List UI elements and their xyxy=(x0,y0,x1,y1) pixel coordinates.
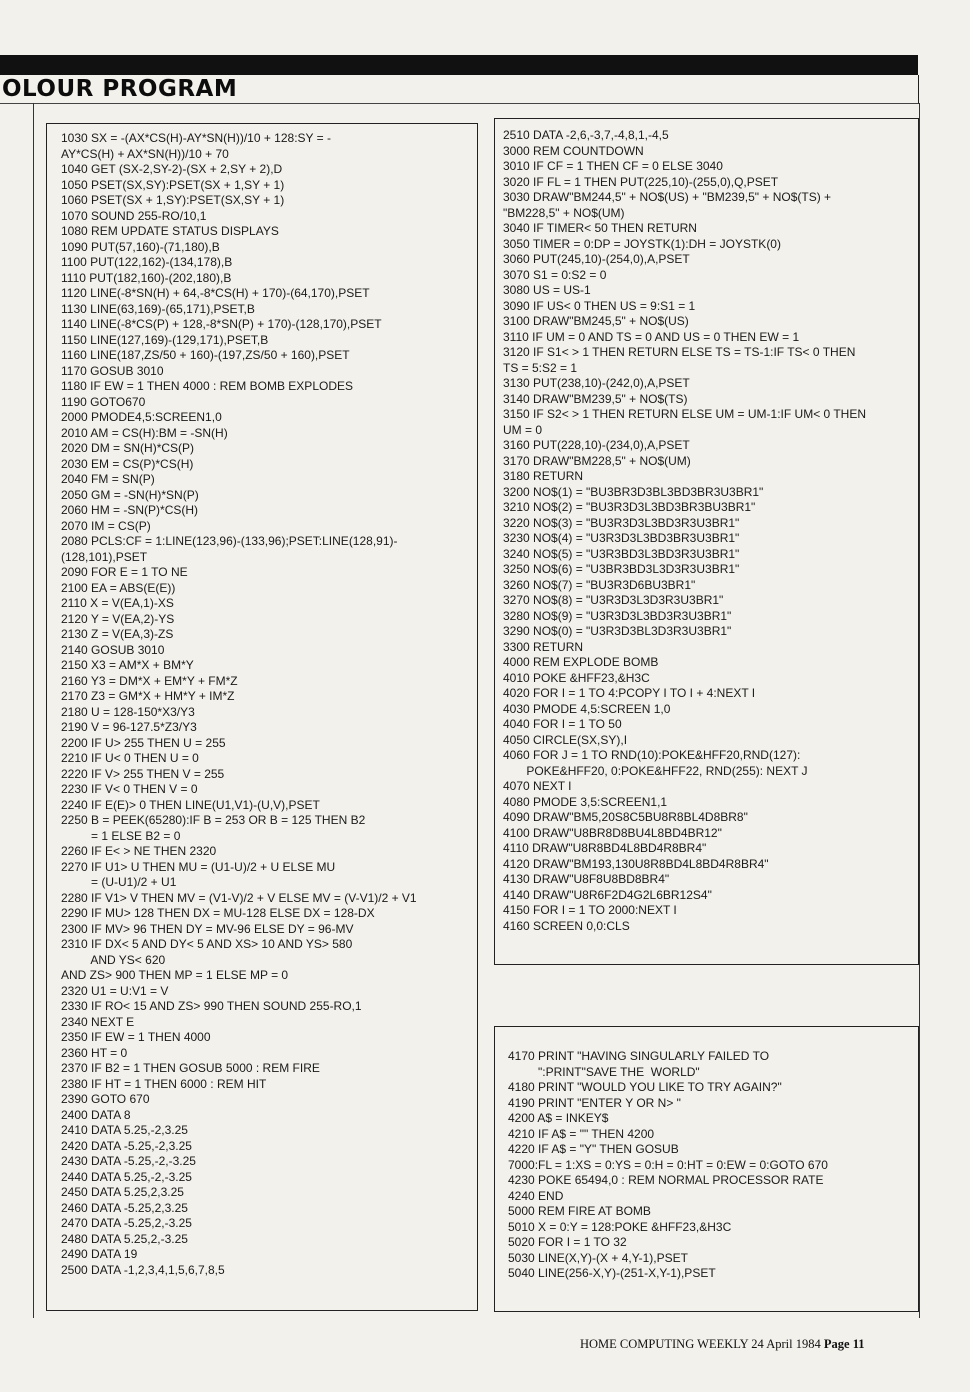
code-line: 4140 DRAW"U8R6F2D4G2L6BR12S4" xyxy=(503,887,712,902)
code-line: 3060 PUT(245,10)-(254,0),A,PSET xyxy=(503,252,690,266)
code-line: 2330 IF RO< 15 AND ZS> 990 THEN SOUND 255-RO,1 xyxy=(61,999,362,1013)
code-line: 1050 PSET(SX,SY):PSET(SX + 1,SY + 1) xyxy=(61,177,285,192)
code-line: 4030 PMODE 4,5:SCREEN 1,0 xyxy=(503,701,671,716)
code-line: 4050 CIRCLE(SX,SY),I xyxy=(503,732,628,747)
code-line: 2440 DATA 5.25,-2,-3.25 xyxy=(61,1169,192,1184)
code-line: 1180 IF EW = 1 THEN 4000 : REM BOMB EXPLODES xyxy=(61,379,353,393)
code-line: 2300 IF MV> 96 THEN DY = MV-96 ELSE DY = 96-MV xyxy=(61,921,354,936)
code-line: 2500 DATA -1,2,3,4,1,5,6,7,8,5 xyxy=(61,1262,225,1277)
code-line: 3170 DRAW"BM228,5" + NO$(UM) xyxy=(503,453,691,468)
code-line: 3100 DRAW"BM245,5" + NO$(US) xyxy=(503,314,689,328)
code-line: AY*CS(H) + AX*SN(H))/10 + 70 xyxy=(61,146,229,161)
code-line: 3270 NO$(8) = "U3R3D3L3D3R3U3BR1" xyxy=(503,593,724,607)
code-line: 4180 PRINT "WOULD YOU LIKE TO TRY AGAIN?" xyxy=(508,1080,782,1094)
code-line: 5020 FOR I = 1 TO 32 xyxy=(508,1235,627,1249)
code-line: 4210 IF A$ = "" THEN 4200 xyxy=(508,1126,655,1141)
code-line: 2400 DATA 8 xyxy=(61,1107,131,1122)
code-line: 4220 IF A$ = "Y" THEN GOSUB xyxy=(508,1142,679,1156)
code-line: AND ZS> 900 THEN MP = 1 ELSE MP = 0 xyxy=(61,968,289,982)
code-line: 4150 FOR I = 1 TO 2000:NEXT I xyxy=(503,903,677,917)
code-line: 1140 LINE(-8*CS(P) + 128,-8*SN(P) + 170)-(128,170),PSET xyxy=(61,317,382,331)
code-line: 2210 IF U< 0 THEN U = 0 xyxy=(61,751,199,765)
code-line: 3150 IF S2< > 1 THEN RETURN ELSE UM = UM-1:IF UM< 0 THEN xyxy=(503,407,866,421)
code-line: 2080 PCLS:CF = 1:LINE(123,96)-(133,96);PSET:LINE(128,91)- xyxy=(61,534,398,548)
code-line: "BM228,5" + NO$(UM) xyxy=(503,205,625,220)
code-line: 3120 IF S1< > 1 THEN RETURN ELSE TS = TS-1:IF TS< 0 THEN xyxy=(503,345,856,359)
code-line: 3130 PUT(238,10)-(242,0),A,PSET xyxy=(503,376,690,390)
page-title: OLOUR PROGRAM xyxy=(2,76,238,102)
code-line: 4130 DRAW"U8F8U8BD8BR4" xyxy=(503,872,670,886)
code-line: 3140 DRAW"BM239,5" + NO$(TS) xyxy=(503,391,688,406)
code-line: 2310 IF DX< 5 AND DY< 5 AND XS> 10 AND YS> 580 xyxy=(61,937,353,951)
code-line: 3290 NO$(0) = "U3R3D3BL3D3R3U3BR1" xyxy=(503,624,732,638)
code-line: 2130 Z = V(EA,3)-ZS xyxy=(61,627,174,641)
code-line: 3300 RETURN xyxy=(503,639,584,654)
code-line: 4040 FOR I = 1 TO 50 xyxy=(503,717,622,731)
code-line: 2380 IF HT = 1 THEN 6000 : REM HIT xyxy=(61,1076,267,1091)
footer-publication: HOME COMPUTING WEEKLY 24 April 1984 xyxy=(580,1337,821,1351)
code-line: POKE&HFF20, 0:POKE&HFF22, RND(255): NEXT J xyxy=(503,763,808,778)
code-line: 4170 PRINT "HAVING SINGULARLY FAILED TO xyxy=(508,1049,770,1063)
code-line: 4010 POKE &HFF23,&H3C xyxy=(503,670,650,685)
code-line: 2100 EA = ABS(E(E)) xyxy=(61,580,176,595)
code-line: 3020 IF FL = 1 THEN PUT(225,10)-(255,0),Q,PSET xyxy=(503,174,779,189)
code-line: 3000 REM COUNTDOWN xyxy=(503,143,644,158)
code-line: 1030 SX = -(AX*CS(H)-AY*SN(H))/10 + 128:SY = - xyxy=(61,131,331,145)
code-line: 2120 Y = V(EA,2)-YS xyxy=(61,611,175,626)
code-line: 4060 FOR J = 1 TO RND(10):POKE&HFF20,RND(127): xyxy=(503,748,801,762)
code-line: AND YS< 620 xyxy=(61,952,166,967)
page-header xyxy=(0,75,919,104)
code-line: 2350 IF EW = 1 THEN 4000 xyxy=(61,1030,211,1044)
code-line: 2170 Z3 = GM*X + HM*Y + IM*Z xyxy=(61,689,235,703)
code-line: 2490 DATA 19 xyxy=(61,1247,138,1261)
code-line: 7000:FL = 1:XS = 0:YS = 0:H = 0:HT = 0:EW = 0:GOTO 670 xyxy=(508,1157,828,1172)
header-rule xyxy=(0,55,918,75)
code-line: 2230 IF V< 0 THEN V = 0 xyxy=(61,782,198,796)
code-line: 2220 IF V> 255 THEN V = 255 xyxy=(61,766,225,781)
code-line: 2060 HM = -SN(P)*CS(H) xyxy=(61,503,199,517)
code-line: 2160 Y3 = DM*X + EM*Y + FM*Z xyxy=(61,673,238,688)
code-line: 2250 B = PEEK(65280):IF B = 253 OR B = 125 THEN B2 xyxy=(61,813,366,827)
code-line: 3050 TIMER = 0:DP = JOYSTK(1):DH = JOYSTK(0) xyxy=(503,236,781,251)
code-line: 3010 IF CF = 1 THEN CF = 0 ELSE 3040 xyxy=(503,159,723,173)
code-line: 2070 IM = CS(P) xyxy=(61,518,151,533)
code-line: 3220 NO$(3) = "BU3R3D3L3BD3R3U3BR1" xyxy=(503,515,740,530)
footer-page-number: Page 11 xyxy=(823,1337,865,1351)
code-line: 2180 U = 128-150*X3/Y3 xyxy=(61,704,195,719)
code-line: 3090 IF US< 0 THEN US = 9:S1 = 1 xyxy=(503,298,696,313)
code-line: 3280 NO$(9) = "U3R3D3L3BD3R3U3BR1" xyxy=(503,608,732,623)
code-line: 2420 DATA -5.25,-2,3.25 xyxy=(61,1138,192,1153)
code-line: 1080 REM UPDATE STATUS DISPLAYS xyxy=(61,224,279,238)
code-line: 2000 PMODE4,5:SCREEN1,0 xyxy=(61,410,222,424)
code-line: 4000 REM EXPLODE BOMB xyxy=(503,655,659,669)
code-line: 2460 DATA -5.25,2,3.25 xyxy=(61,1200,188,1215)
code-line: 4190 PRINT "ENTER Y OR N> " xyxy=(508,1095,681,1110)
code-line: 1060 PSET(SX + 1,SY):PSET(SX,SY + 1) xyxy=(61,193,285,207)
code-line: 3040 IF TIMER< 50 THEN RETURN xyxy=(503,221,697,235)
code-line: 2450 DATA 5.25,2,3.25 xyxy=(61,1185,184,1199)
code-line: (128,101),PSET xyxy=(61,549,148,564)
code-line: 4110 DRAW"U8R8BD4L8BD4R8BR4" xyxy=(503,841,707,855)
code-line: 3080 US = US-1 xyxy=(503,283,591,297)
code-line: 1190 GOTO670 xyxy=(61,394,146,409)
code-line: 3110 IF UM = 0 AND TS = 0 AND US = 0 THEN EW = 1 xyxy=(503,329,800,344)
code-line: 2340 NEXT E xyxy=(61,1014,135,1029)
code-line: 3260 NO$(7) = "BU3R3D6BU3BR1" xyxy=(503,577,696,592)
code-line: 2260 IF E< > NE THEN 2320 xyxy=(61,844,217,858)
code-line: 4200 A$ = INKEY$ xyxy=(508,1111,609,1125)
code-line: UM = 0 xyxy=(503,422,543,437)
code-line: 4160 SCREEN 0,0:CLS xyxy=(503,918,630,933)
code-line: 4120 DRAW"BM193,130U8R8BD4L8BD4R8BR4" xyxy=(503,856,769,871)
code-line: 4080 PMODE 3,5:SCREEN1,1 xyxy=(503,794,668,809)
code-line: 5030 LINE(X,Y)-(X + 4,Y-1),PSET xyxy=(508,1250,688,1265)
page-footer xyxy=(580,1337,920,1352)
code-line: 3030 DRAW"BM244,5" + NO$(US) + "BM239,5" + NO$(TS) + xyxy=(503,190,832,204)
code-line: 2470 DATA -5.25,2,-3.25 xyxy=(61,1216,192,1230)
code-line: 3210 NO$(2) = "BU3R3D3L3BD3BR3BU3BR1" xyxy=(503,500,756,514)
code-line: 1040 GET (SX-2,SY-2)-(SX + 2,SY + 2),D xyxy=(61,162,283,176)
code-line: 2190 V = 96-127.5*Z3/Y3 xyxy=(61,720,197,734)
code-line: 1150 LINE(127,169)-(129,171),PSET,B xyxy=(61,332,269,347)
code-line: 5010 X = 0:Y = 128:POKE &HFF23,&H3C xyxy=(508,1219,732,1234)
code-line: 1110 PUT(182,160)-(202,180),B xyxy=(61,270,232,285)
code-line: 3230 NO$(4) = "U3R3D3L3BD3BR3U3BR1" xyxy=(503,531,740,545)
code-line: 2050 GM = -SN(H)*SN(P) xyxy=(61,487,199,502)
listing-left xyxy=(61,131,473,1278)
code-line: 1070 SOUND 255-RO/10,1 xyxy=(61,208,207,223)
code-line: 2430 DATA -5.25,-2,-3.25 xyxy=(61,1154,196,1168)
code-line: 2480 DATA 5.25,2,-3.25 xyxy=(61,1231,188,1246)
code-line: 2360 HT = 0 xyxy=(61,1045,128,1060)
code-line: 2510 DATA -2,6,-3,7,-4,8,1,-4,5 xyxy=(503,128,669,142)
code-line: 1160 LINE(187,ZS/50 + 160)-(197,ZS/50 + 160),PSET xyxy=(61,348,350,362)
code-line: 2010 AM = CS(H):BM = -SN(H) xyxy=(61,425,228,440)
code-line: 5000 REM FIRE AT BOMB xyxy=(508,1204,651,1218)
code-line: 1090 PUT(57,160)-(71,180),B xyxy=(61,239,220,254)
code-line: 2240 IF E(E)> 0 THEN LINE(U1,V1)-(U,V),PSET xyxy=(61,797,320,812)
code-line: 1120 LINE(-8*SN(H) + 64,-8*CS(H) + 170)-(64,170),PSET xyxy=(61,286,370,300)
code-line: 2390 GOTO 670 xyxy=(61,1092,150,1106)
code-line: 2200 IF U> 255 THEN U = 255 xyxy=(61,735,226,750)
code-line: 2140 GOSUB 3010 xyxy=(61,642,165,657)
code-line: 1100 PUT(122,162)-(134,178),B xyxy=(61,255,233,269)
code-line: 2410 DATA 5.25,-2,3.25 xyxy=(61,1123,188,1137)
code-line: 2290 IF MU> 128 THEN DX = MU-128 ELSE DX = 128-DX xyxy=(61,906,375,920)
code-line: 3160 PUT(228,10)-(234,0),A,PSET xyxy=(503,438,690,452)
code-line: 2040 FM = SN(P) xyxy=(61,472,155,486)
code-line: 2280 IF V1> V THEN MV = (V1-V)/2 + V ELSE MV = (V-V1)/2 + V1 xyxy=(61,890,417,905)
code-line: 4090 DRAW"BM5,20S8C5BU8R8BL4D8BR8" xyxy=(503,810,748,824)
code-line: 4100 DRAW"U8BR8D8BU4L8BD4BR12" xyxy=(503,825,722,840)
code-line: = 1 ELSE B2 = 0 xyxy=(61,828,181,843)
code-line: 1130 LINE(63,169)-(65,171),PSET,B xyxy=(61,301,255,316)
code-line: 4230 POKE 65494,0 : REM NORMAL PROCESSOR RATE xyxy=(508,1173,824,1187)
code-line: 2150 X3 = AM*X + BM*Y xyxy=(61,658,194,672)
code-line: 3240 NO$(5) = "U3R3BD3L3BD3R3U3BR1" xyxy=(503,546,740,561)
code-line: 2320 U1 = U:V1 = V xyxy=(61,983,169,998)
code-line: 3200 NO$(1) = "BU3BR3D3BL3BD3BR3U3BR1" xyxy=(503,484,764,499)
code-line: 2020 DM = SN(H)*CS(P) xyxy=(61,441,195,455)
code-line: 2110 X = V(EA,1)-XS xyxy=(61,596,174,610)
code-line: 5040 LINE(256-X,Y)-(251-X,Y-1),PSET xyxy=(508,1266,716,1280)
code-line: TS = 5:S2 = 1 xyxy=(503,360,578,375)
code-line: 1170 GOSUB 3010 xyxy=(61,363,164,378)
listing-right-bottom xyxy=(508,1049,913,1282)
code-line: = (U-U1)/2 + U1 xyxy=(61,875,177,889)
code-line: 2030 EM = CS(P)*CS(H) xyxy=(61,456,194,471)
code-line: 2090 FOR E = 1 TO NE xyxy=(61,565,188,579)
code-line: 3180 RETURN xyxy=(503,469,584,483)
code-line: 4070 NEXT I xyxy=(503,779,572,793)
code-line: 4020 FOR I = 1 TO 4:PCOPY I TO I + 4:NEXT I xyxy=(503,686,756,700)
code-line: 4240 END xyxy=(508,1188,564,1203)
listing-right-top xyxy=(503,128,915,934)
code-line: 3070 S1 = 0:S2 = 0 xyxy=(503,267,607,282)
code-line: ":PRINT"SAVE THE WORLD" xyxy=(508,1064,700,1079)
code-line: 2370 IF B2 = 1 THEN GOSUB 5000 : REM FIRE xyxy=(61,1061,320,1075)
code-line: 3250 NO$(6) = "U3BR3BD3L3D3R3U3BR1" xyxy=(503,562,740,576)
code-line: 2270 IF U1> U THEN MU = (U1-U)/2 + U ELSE MU xyxy=(61,859,336,874)
